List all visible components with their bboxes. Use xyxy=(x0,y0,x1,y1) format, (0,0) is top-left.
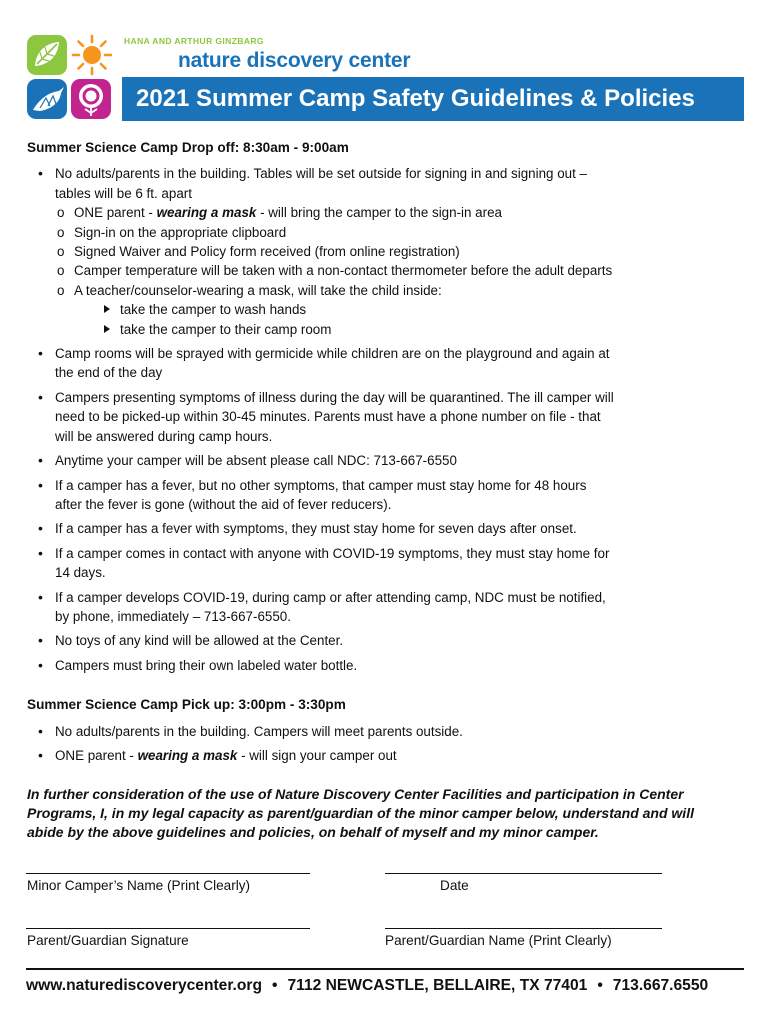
signin-step: o Sign-in on the appropriate clipboard xyxy=(55,223,747,242)
dropoff-item-no-adults: • No adults/parents in the building. Tables will be set outside for signing in and signing out – tables will be 6 ft. apart o ONE parent - wearing a mask - will bring the camper to the sign-in area o Sign-in on the appropriate clipboard o Signed Waiver and Policy form received (from online registration) o Camper temperature will be taken with a non-contact thermometer before the adult departs o A teacher/counselor-wearing a mask, will take the child inside: take the camper to wash hands take the camper to their camp room xyxy=(27,164,747,339)
page-title: 2021 Summer Camp Safety Guidelines & Policies xyxy=(136,85,695,112)
consent-statement: In further consideration of the use of Nature Discovery Center Facilities and participation in Center Programs, I, in my legal capacity as parent/guardian of the minor camper below, understand and will abide by the above guidelines and policies, on behalf of myself and my minor camper. xyxy=(27,786,694,841)
dropoff-item-contact: • If a camper comes in contact with anyone with COVID-19 symptoms, they must stay home for 14 days. xyxy=(27,544,747,583)
nature-discovery-center-logo xyxy=(26,34,112,120)
dropoff-item-absence: • Anytime your camper will be absent please call NDC: 713-667-6550 xyxy=(27,451,747,470)
dropoff-item-germicide: • Camp rooms will be sprayed with germicide while children are on the playground and again at the end of the day xyxy=(27,344,747,383)
separator-dot: • xyxy=(597,977,603,994)
guardian-signature-label: Parent/Guardian Signature xyxy=(27,933,189,948)
camper-name-line[interactable] xyxy=(26,873,310,874)
date-label: Date xyxy=(440,878,469,893)
signin-step: o A teacher/counselor-wearing a mask, will take the child inside: take the camper to wash hands take the camper to their camp room xyxy=(55,281,747,339)
teacher-step: take the camper to wash hands xyxy=(100,300,747,319)
document-body xyxy=(27,138,747,842)
phone-number: 713.667.6550 xyxy=(612,977,709,994)
website-link[interactable]: www.naturediscoverycenter.org xyxy=(26,977,263,994)
dropoff-heading: Summer Science Camp Drop off: 8:30am - 9:00am xyxy=(27,140,349,155)
signin-step: o Camper temperature will be taken with a non-contact thermometer before the adult departs xyxy=(55,261,747,280)
date-line[interactable] xyxy=(385,873,662,874)
dropoff-list xyxy=(27,164,747,675)
signin-step: o Signed Waiver and Policy form received (from online registration) xyxy=(55,242,747,261)
guardian-name-line[interactable] xyxy=(385,928,662,929)
teacher-steps xyxy=(74,300,747,339)
dropoff-item-water: • Campers must bring their own labeled water bottle. xyxy=(27,656,747,675)
dropoff-item-covid: • If a camper develops COVID-19, during camp or after attending camp, NDC must be notified, by phone, immediately – 713-667-6550. xyxy=(27,588,747,627)
org-name: nature discovery center xyxy=(178,49,411,72)
dropoff-item-fever: • If a camper has a fever, but no other symptoms, that camper must stay home for 48 hours after the fever is gone (without the aid of fever reducers). xyxy=(27,476,747,515)
signin-step: o ONE parent - wearing a mask - will bring the camper to the sign-in area xyxy=(55,203,747,222)
pickup-item-mask: • ONE parent - wearing a mask - will sign your camper out xyxy=(27,746,747,765)
dropoff-item-fever-symptoms: • If a camper has a fever with symptoms, they must stay home for seven days after onset. xyxy=(27,519,747,538)
guardian-name-label: Parent/Guardian Name (Print Clearly) xyxy=(385,933,612,948)
footer xyxy=(26,977,748,995)
teacher-step: take the camper to their camp room xyxy=(100,320,747,339)
address: 7112 NEWCASTLE, BELLAIRE, TX 77401 xyxy=(287,977,588,994)
dropoff-item-quarantine: • Campers presenting symptoms of illness during the day will be quarantined. The ill camper will need to be picked-up within 30-45 minutes. Parents must have a phone number on file - that will be answered during camp hours. xyxy=(27,388,747,446)
separator-dot: • xyxy=(272,977,278,994)
dropoff-item-toys: • No toys of any kind will be allowed at the Center. xyxy=(27,631,747,650)
camper-name-label: Minor Camper’s Name (Print Clearly) xyxy=(27,878,251,893)
footer-divider xyxy=(26,968,744,970)
pickup-item-outside: • No adults/parents in the building. Campers will meet parents outside. xyxy=(27,722,747,741)
pickup-heading: Summer Science Camp Pick up: 3:00pm - 3:30pm xyxy=(27,697,346,713)
org-founders-line: HANA AND ARTHUR GINZBARG xyxy=(124,36,264,46)
title-bar xyxy=(122,77,744,121)
sun-icon xyxy=(73,36,111,74)
guardian-signature-line[interactable] xyxy=(26,928,310,929)
signin-steps xyxy=(55,203,747,339)
pickup-list xyxy=(27,722,747,766)
